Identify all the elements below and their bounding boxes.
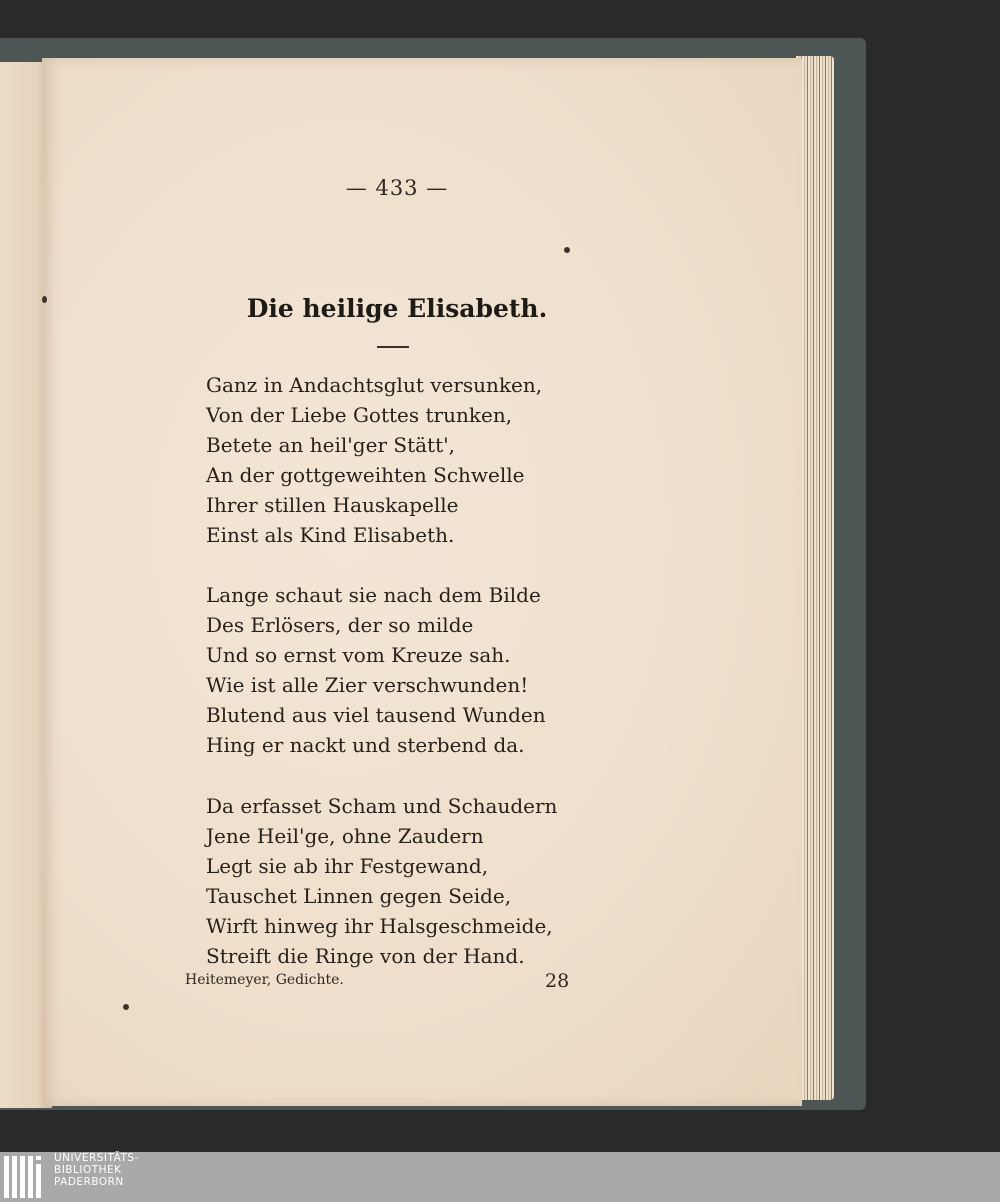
title-divider <box>377 346 409 348</box>
poem-line: Legt sie ab ihr Festgewand, <box>206 854 489 878</box>
library-footer-bar <box>0 1152 1000 1202</box>
poem-line: Ganz in Andachtsglut versunken, <box>206 373 543 397</box>
poem-line: Hing er nackt und sterbend da. <box>206 733 525 757</box>
poem-line: Wirft hinweg ihr Halsgeschmeide, <box>206 914 553 938</box>
poem-line: Ihrer stillen Hauskapelle <box>206 493 459 517</box>
poem-line: Tauschet Linnen gegen Seide, <box>206 884 512 908</box>
paper-speck <box>42 296 47 303</box>
library-logo-icon <box>4 1156 46 1198</box>
poem-line: Einst als Kind Elisabeth. <box>206 523 455 547</box>
poem-line: Streift die Ringe von der Hand. <box>206 944 525 968</box>
poem-line: An der gottgeweihten Schwelle <box>206 463 525 487</box>
poem-line: Des Erlösers, der so milde <box>206 613 474 637</box>
library-name-line: BIBLIOTHEK <box>54 1164 122 1176</box>
poem-line: Betete an heil'ger Stätt', <box>206 433 455 457</box>
library-name-line: PADERBORN <box>54 1176 124 1188</box>
stanza-1 <box>206 370 542 550</box>
poem-line: Jene Heil'ge, ohne Zaudern <box>206 824 484 848</box>
page-number: — 433 — <box>345 176 449 200</box>
poem-title: Die heilige Elisabeth. <box>246 294 548 323</box>
poem-line: Da erfasset Scham und Schaudern <box>206 794 558 818</box>
library-name <box>54 1152 139 1188</box>
poem-line: Lange schaut sie nach dem Bilde <box>206 583 541 607</box>
sheet-number: 28 <box>545 970 570 992</box>
library-name-line: UNIVERSITÄTS- <box>54 1152 139 1164</box>
poem-line: Und so ernst vom Kreuze sah. <box>206 643 511 667</box>
poem-line: Wie ist alle Zier verschwunden! <box>206 673 529 697</box>
stanza-2 <box>206 580 546 760</box>
book-page <box>42 58 802 1106</box>
poem-line: Blutend aus viel tausend Wunden <box>206 703 546 727</box>
footer-signature: Heitemeyer, Gedichte. <box>185 972 344 988</box>
stanza-3 <box>206 791 557 971</box>
paper-speck <box>123 1004 129 1010</box>
poem-line: Von der Liebe Gottes trunken, <box>206 403 513 427</box>
paper-speck <box>564 247 570 253</box>
